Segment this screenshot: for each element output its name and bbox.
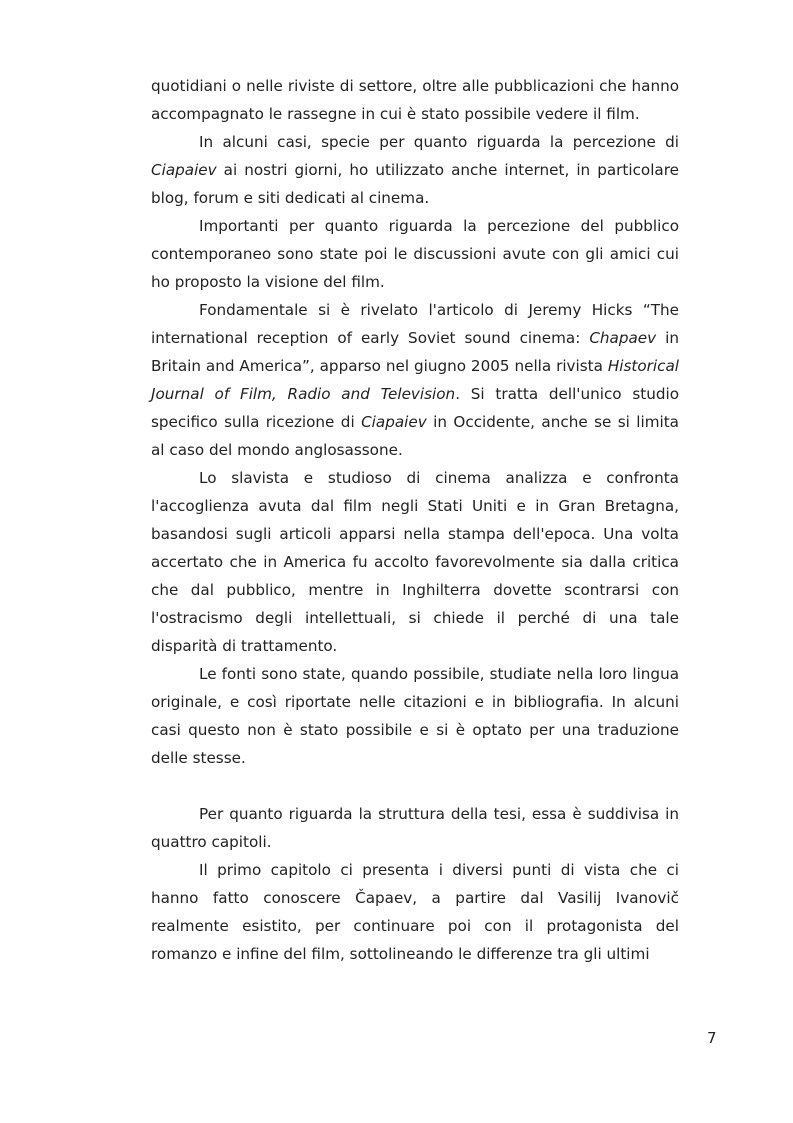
film-title-italic: Ciapaiev [151, 161, 217, 179]
paragraph: Il primo capitolo ci presenta i diversi punti di vista che ci hanno fatto conoscere Čapaev, a partire dal Vasilij Ivanovič realmente esistito, per continuare poi con il protagonista del romanzo e infine del film, sottolineando le differenze tra gli ultimi [151, 861, 679, 963]
paragraph: In alcuni casi, specie per quanto riguarda la percezione di Ciapaiev ai nostri giorni, ho utilizzato anche internet, in particolare blog, forum e siti dedicati al cinema. [151, 133, 679, 207]
paragraph-spacer [151, 772, 679, 800]
paragraph: quotidiani o nelle riviste di settore, oltre alle pubblicazioni che hanno accompagnato le rassegne in cui è stato possibile vedere il film. [151, 77, 679, 123]
paragraph: Lo slavista e studioso di cinema analizza e confronta l'accoglienza avuta dal film negli Stati Uniti e in Gran Bretagna, basandosi sugli articoli apparsi nella stampa dell'epoca. Una volta accertato che in America fu accolto favorevolmente sia dalla critica che dal pubblico, mentre in Inghilterra dovette scontrarsi con l'ostracismo degli intellettuali, si chiede il perché di una tale disparità di trattamento. [151, 469, 679, 655]
page-number: 7 [707, 1029, 717, 1047]
paragraph: Per quanto riguarda la struttura della tesi, essa è suddivisa in quattro capitoli. [151, 805, 679, 851]
paragraph: Fondamentale si è rivelato l'articolo di Jeremy Hicks “The international reception of early Soviet sound cinema: Chapaev in Britain and America”, apparso nel giugno 2005 nella rivista Historical Journal of Film, Radio and Television. Si tratta dell'unico studio specifico sulla ricezione di Ciapaiev in Occidente, anche se si limita al caso del mondo anglosassone. [151, 301, 680, 459]
paragraph: Importanti per quanto riguarda la percezione del pubblico contemporaneo sono state poi le discussioni avute con gli amici cui ho proposto la visione del film. [151, 217, 679, 291]
journal-title-italic: Historical Journal of Film, Radio and Television [151, 357, 679, 403]
film-title-italic: Chapaev [589, 329, 657, 347]
body-text [151, 72, 679, 968]
paragraph: Le fonti sono state, quando possibile, studiate nella loro lingua originale, e così riportate nelle citazioni e in bibliografia. In alcuni casi questo non è stato possibile e si è optato per una traduzione delle stesse. [151, 665, 679, 767]
film-title-italic: Ciapaiev [361, 413, 427, 431]
